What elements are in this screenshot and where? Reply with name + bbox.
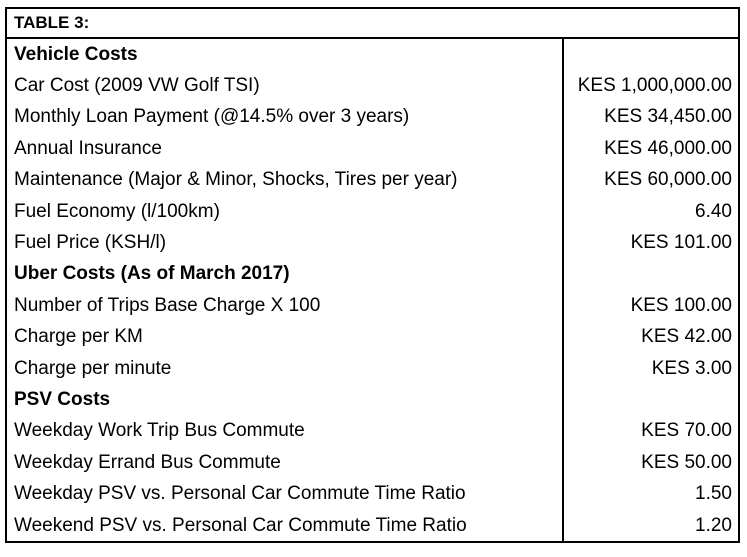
row-value: KES 42.00	[641, 326, 732, 348]
table-row	[7, 510, 738, 541]
section-label: PSV Costs	[14, 388, 111, 410]
row-label: Fuel Price (KSH/l)	[14, 231, 167, 253]
row-label: Charge per minute	[14, 357, 172, 379]
row-value: 6.40	[695, 200, 732, 222]
table-row	[7, 133, 738, 164]
row-value: KES 60,000.00	[604, 169, 732, 191]
table-row	[7, 196, 738, 227]
row-label: Weekday Work Trip Bus Commute	[14, 420, 305, 442]
row-value: KES 100.00	[630, 294, 732, 316]
row-value: KES 50.00	[641, 451, 732, 473]
row-label: Weekend PSV vs. Personal Car Commute Time Ratio	[14, 514, 467, 536]
row-label: Charge per KM	[14, 326, 143, 348]
table-row	[7, 290, 738, 321]
section-label: Uber Costs (As of March 2017)	[14, 263, 290, 285]
section-header-row	[7, 259, 738, 290]
row-label: Annual Insurance	[14, 137, 162, 159]
row-value: KES 70.00	[641, 420, 732, 442]
row-value: 1.50	[695, 483, 732, 505]
row-value: KES 46,000.00	[604, 137, 732, 159]
row-value: KES 1,000,000.00	[577, 74, 732, 96]
row-value: KES 34,450.00	[604, 106, 732, 128]
table-body	[7, 39, 738, 541]
row-label: Weekday PSV vs. Personal Car Commute Time Ratio	[14, 483, 466, 505]
row-label: Maintenance (Major & Minor, Shocks, Tires per year)	[14, 169, 458, 191]
table-row	[7, 353, 738, 384]
row-label: Monthly Loan Payment (@14.5% over 3 years)	[14, 106, 410, 128]
table-row	[7, 322, 738, 353]
table-row	[7, 447, 738, 478]
row-label: Number of Trips Base Charge X 100	[14, 294, 321, 316]
section-header-row	[7, 384, 738, 415]
table-row	[7, 165, 738, 196]
section-label: Vehicle Costs	[14, 43, 138, 65]
table-row	[7, 102, 738, 133]
row-value: KES 3.00	[651, 357, 732, 379]
section-header-row	[7, 39, 738, 70]
row-value: 1.20	[695, 514, 732, 536]
row-label: Fuel Economy (l/100km)	[14, 200, 220, 222]
table-row	[7, 227, 738, 258]
row-label: Car Cost (2009 VW Golf TSI)	[14, 74, 260, 96]
row-value: KES 101.00	[630, 231, 732, 253]
cost-table	[5, 7, 740, 543]
table-title: TABLE 3:	[7, 9, 738, 39]
table-row	[7, 479, 738, 510]
table-row	[7, 416, 738, 447]
table-row	[7, 70, 738, 101]
row-label: Weekday Errand Bus Commute	[14, 451, 281, 473]
